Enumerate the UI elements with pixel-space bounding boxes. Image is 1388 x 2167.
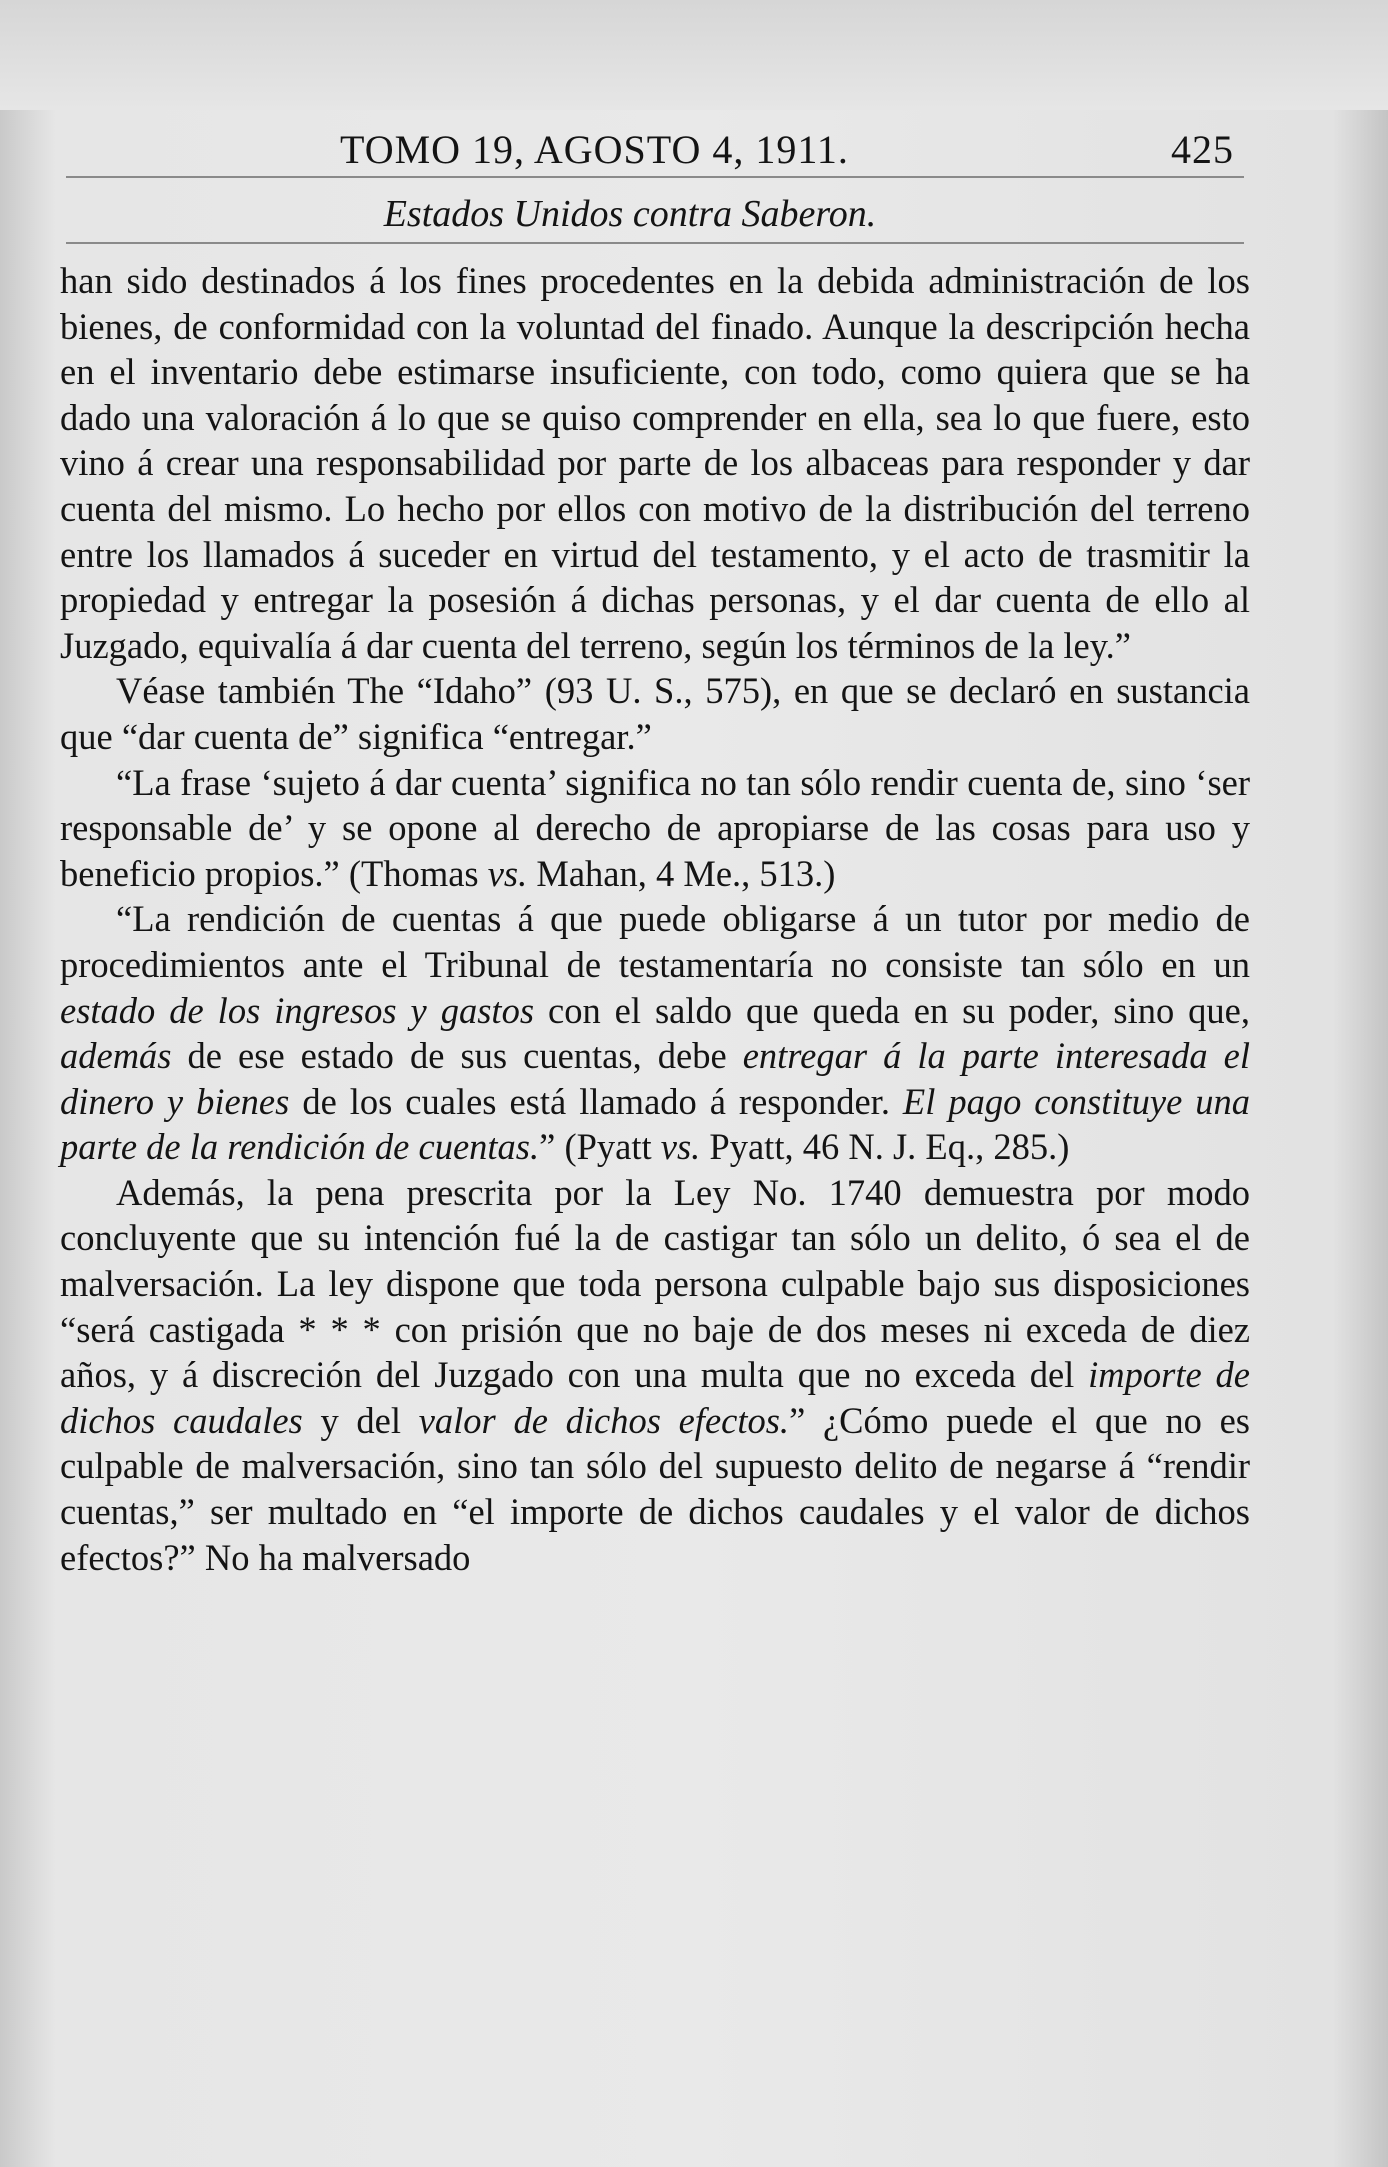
italic-text: estado de los ingresos y gastos [60,989,535,1031]
paragraph-text: de los cuales está llamado á responder. [289,1080,903,1122]
paragraph-text: Además, la pena prescrita por la Ley No. 1740 demuestra por modo concluyente que su intención fué la de castigar tan sólo un delito, ó sea el de malversación. La ley dispone que toda persona culpable bajo sus disposiciones “será castigada * * * con prisión que no baje de dos meses ni exceda de diez años, y á discreción del Juzgado con una multa que no exceda del [60,1171,1250,1396]
paragraph-text: “La rendición de cuentas á que puede obligarse á un tutor por medio de procedimientos ante el Tribunal de testamentaría no consiste tan sólo en un [60,898,1250,985]
paragraph-text: “La frase ‘sujeto á dar cuenta’ significa no tan sólo rendir cuenta de, sino ‘ser responsable de’ y se opone al derecho de apropiarse de las cosas para uso y beneficio propios.” (Thomas [60,761,1250,894]
running-header [60,120,1250,176]
paragraph [60,258,1250,668]
page-number: 425 [1171,127,1234,172]
body-text [60,258,1250,1580]
paragraph [60,760,1250,897]
paragraph-text: han sido destinados á los fines procedentes en la debida administración de los bienes, de conformidad con la voluntad del finado. Aunque la descripción hecha en el inventario debe estimarse insuficiente, con todo, como quiera que se ha dado una valoración á lo que se quiso comprender en ella, sea lo que fuere, esto vino á crear una responsabilidad por parte de los albaceas para responder y dar cuenta del mismo. Lo hecho por ellos con motivo de la distribución del terreno entre los llamados á suceder en virtud del testamento, y el acto de trasmitir la propiedad y entregar la posesión á dichas personas, y el dar cuenta de ello al Juzgado, equivalía á dar cuenta del terreno, según los términos de la ley.” [60,260,1250,666]
paragraph-text: Véase también The “Idaho” (93 U. S., 575), en que se declaró en sustancia que “dar cuenta de” significa “entregar.” [60,670,1250,757]
paragraph-text: ” ¿Cómo puede el que no es culpable de malversación, sino tan sólo del supuesto delito de negarse á “rendir cuentas,” ser multado en “el importe de dichos caudales y el valor de dichos efectos?” No ha malversado [60,1399,1251,1578]
header-rule [66,176,1244,178]
italic-text: El pago constituye una parte de la rendición de cuentas. [60,1080,1251,1168]
paragraph-text: y del [302,1399,419,1441]
paragraph-text: con el saldo que queda en su poder, sino que, [534,989,1250,1031]
case-title-rule [66,242,1244,244]
paragraph [60,1170,1250,1580]
italic-text: valor de dichos efectos. [418,1399,790,1441]
italic-text: vs. [487,852,528,894]
book-page [60,120,1250,1580]
italic-text: vs. [660,1126,701,1168]
running-title: TOMO 19, AGOSTO 4, 1911. [340,127,849,172]
paragraph-text: ” (Pyatt [539,1126,661,1168]
case-title: Estados Unidos contra Saberon. [383,193,877,235]
paragraph [60,668,1250,759]
paragraph-text: Pyatt, 46 N. J. Eq., 285.) [700,1126,1070,1168]
scan-top-margin [0,0,1388,110]
italic-text: además [60,1035,172,1077]
italic-text: entregar á la parte interesada el dinero y bienes [60,1035,1250,1122]
paragraph-text: Mahan, 4 Me., 513.) [527,852,836,894]
italic-text: importe de dichos caudales [60,1354,1250,1441]
paragraph-text: de ese estado de sus cuentas, debe [171,1035,743,1077]
paragraph [60,896,1250,1170]
